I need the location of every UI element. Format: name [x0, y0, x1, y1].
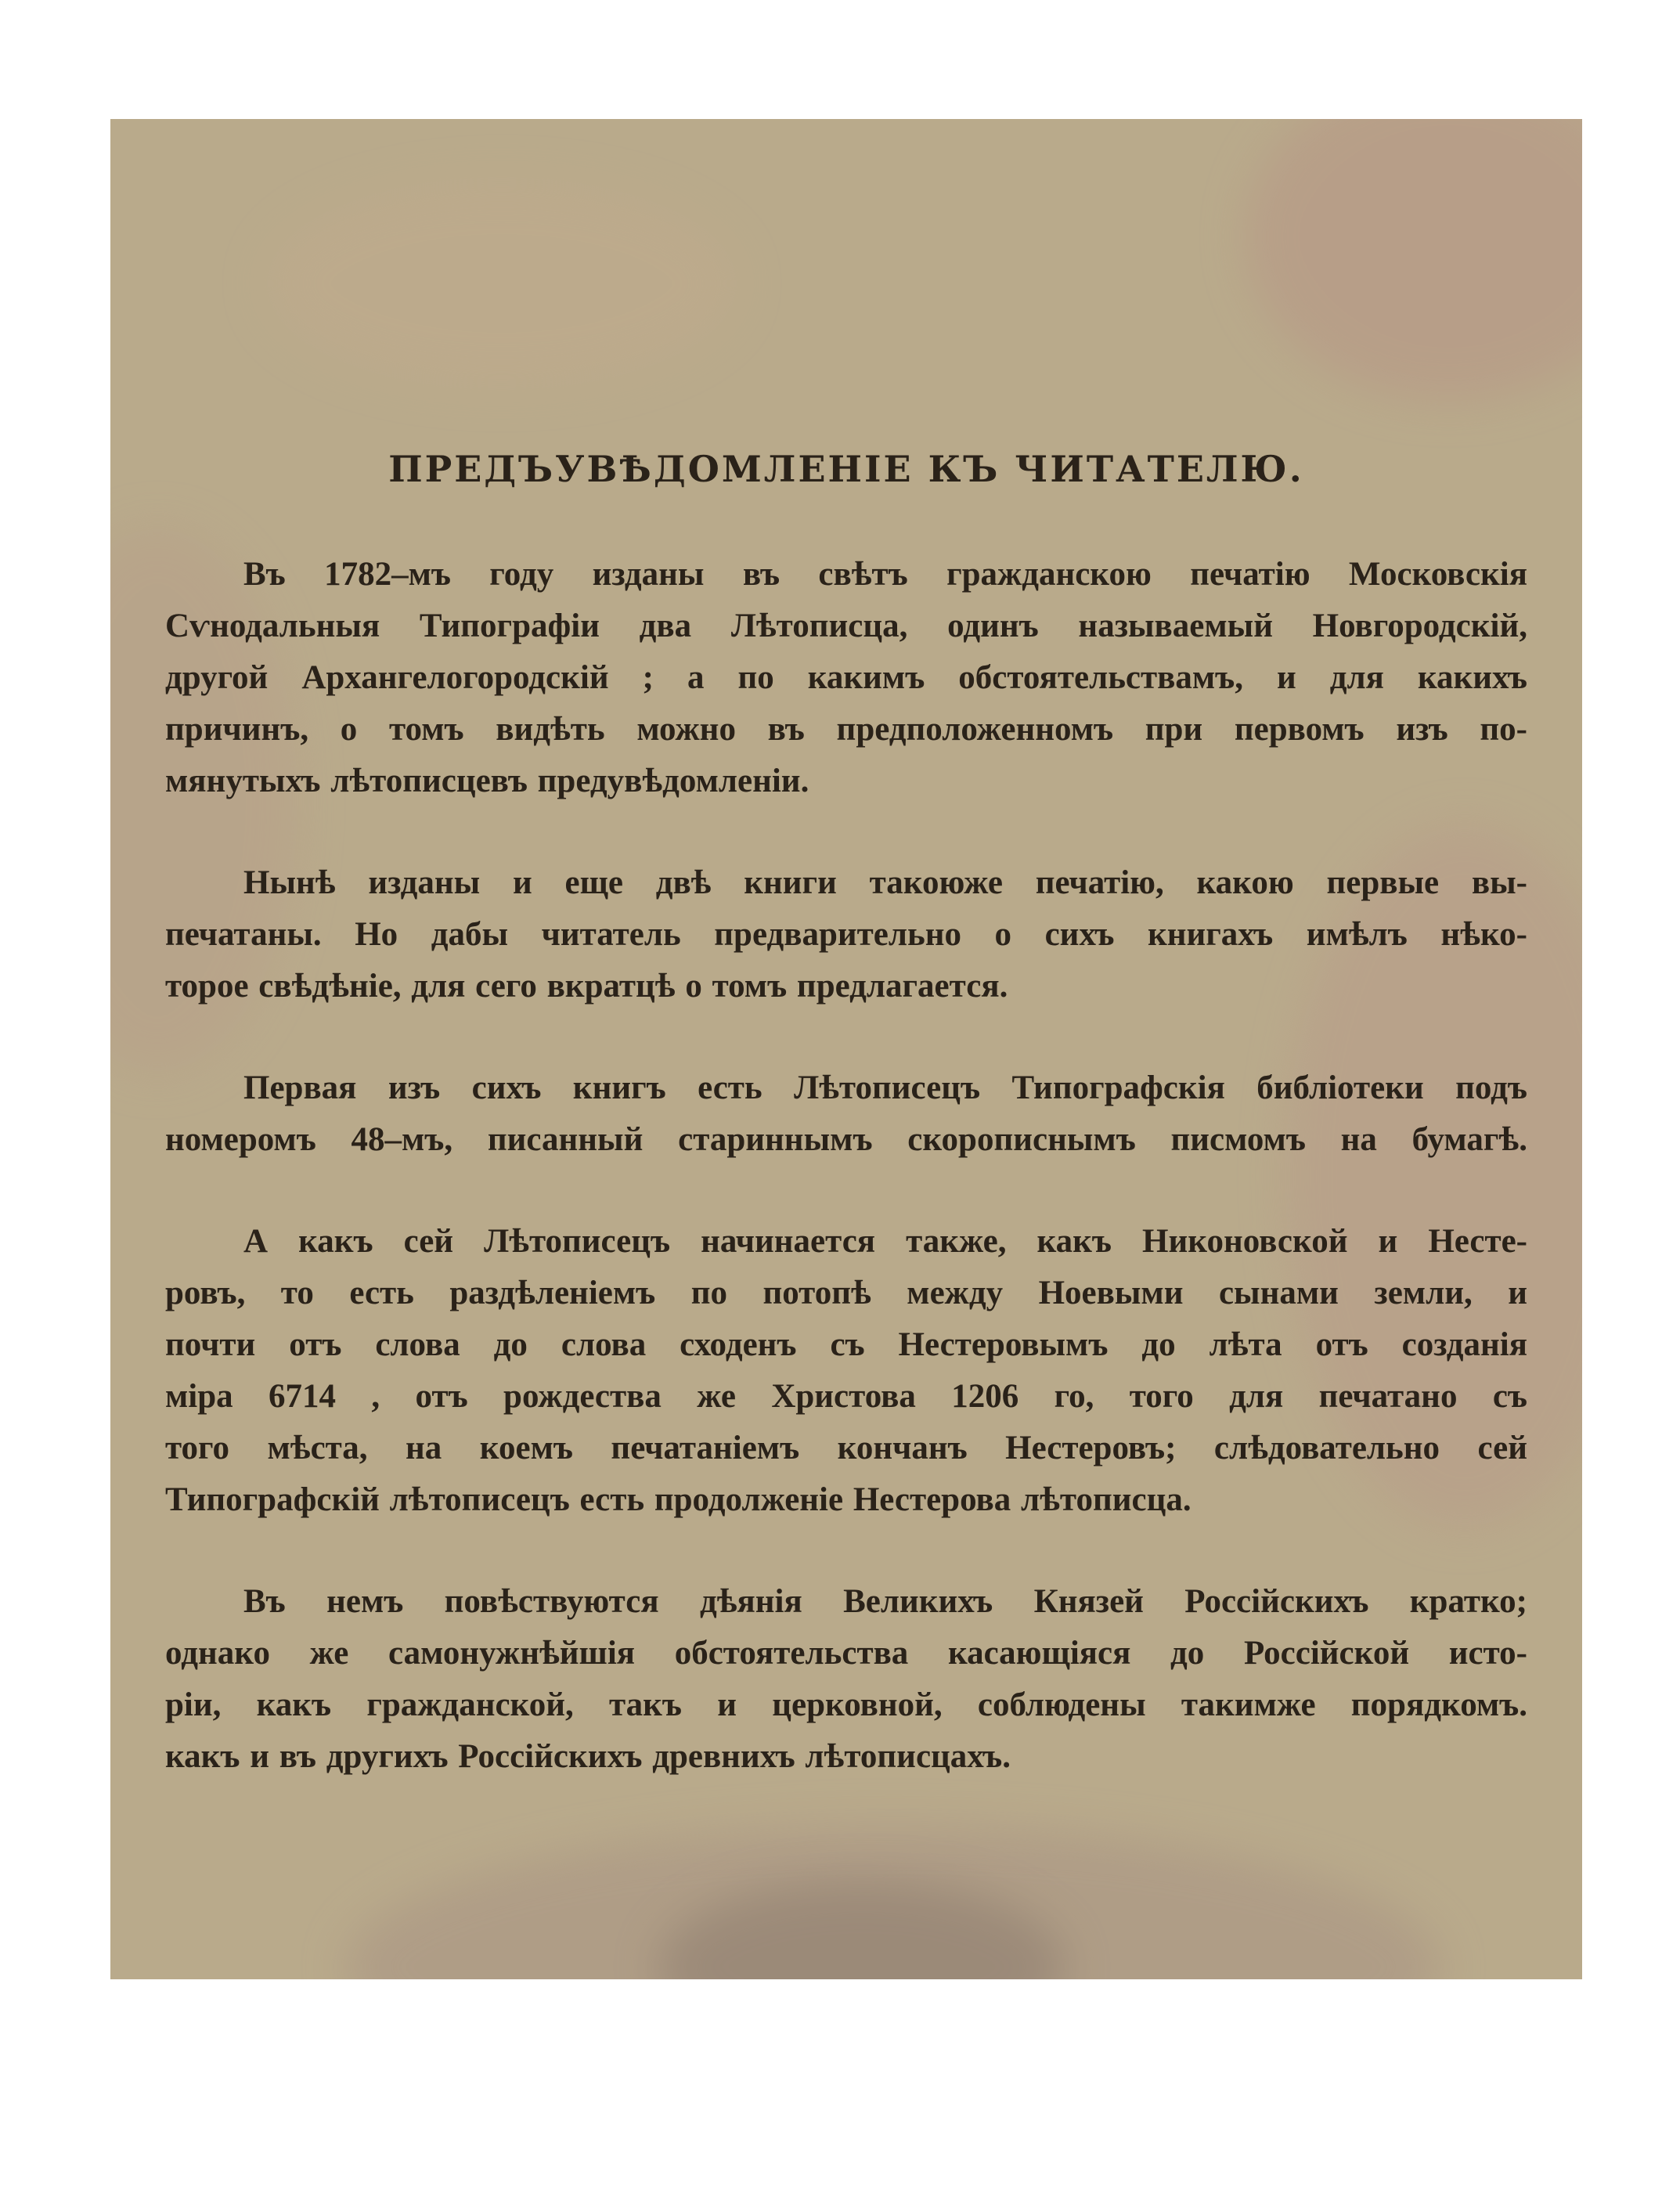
paragraph-5 — [165, 1576, 1527, 1783]
text-line: ровъ, то есть раздѣленіемъ по потопѣ между Ноевыми сынами земли, и — [165, 1275, 1527, 1312]
scanned-page — [110, 119, 1582, 1979]
page-content — [165, 448, 1527, 1833]
paragraph-3 — [165, 1062, 1527, 1166]
text-line: торое свѣдѣніе, для сего вкратцѣ о томъ предлагается. — [165, 968, 1008, 1005]
paper-stain — [1246, 119, 1582, 401]
text-line: Въ немъ повѣствуются дѣянія Великихъ Князей Россійскихъ кратко; — [243, 1583, 1527, 1621]
text-line: міра 6714 , отъ рождества же Христова 1206 го, того для печатано съ — [165, 1378, 1527, 1416]
text-line: печатаны. Но дабы читатель предварительно о сихъ книгахъ имѣлъ нѣко- — [165, 916, 1527, 954]
text-line: того мѣста, на коемъ печатаніемъ кончанъ Нестеровъ; слѣдовательно сей — [165, 1430, 1527, 1467]
text-line: номеромъ 48–мъ, писанный стариннымъ скорописнымъ писмомъ на бумагѣ. — [165, 1121, 1527, 1159]
text-line: какъ и въ другихъ Россійскихъ древнихъ лѣтописцахъ. — [165, 1738, 1011, 1776]
text-line: ріи, какъ гражданской, такъ и церковной, соблюдены такимже порядкомъ. — [165, 1686, 1527, 1724]
text-line: однако же самонужнѣйшія обстоятельства касающіяся до Россійской исто- — [165, 1635, 1527, 1672]
text-line: Нынѣ изданы и еще двѣ книги такоюже печатію, какою первые вы- — [243, 864, 1527, 902]
paper-stain — [267, 182, 737, 385]
page-title: ПРЕДЪУВѢДОМЛЕНІЕ КЪ ЧИТАТЕЛЮ. — [388, 448, 1304, 490]
paragraph-2 — [165, 857, 1527, 1012]
text-line: другой Архангелогородскій ; а по какимъ обстоятельствамъ, и для какихъ — [165, 659, 1527, 697]
text-line: Типографскій лѣтописецъ есть продолженіе Нестерова лѣтописца. — [165, 1481, 1192, 1519]
paragraph-1 — [165, 549, 1527, 807]
text-line: почти отъ слова до слова сходенъ съ Нестеровымъ до лѣта отъ созданія — [165, 1326, 1527, 1364]
paragraph-4 — [165, 1216, 1527, 1526]
text-line: Въ 1782–мъ году изданы въ свѣтъ гражданскою печатію Московскія — [243, 556, 1527, 593]
text-line: причинъ, о томъ видѣть можно въ предположенномъ при первомъ изъ по- — [165, 711, 1527, 749]
text-line: мянутыхъ лѣтописцевъ предувѣдомленіи. — [165, 763, 809, 800]
text-line: А какъ сей Лѣтописецъ начинается также, какъ Никоновской и Несте- — [243, 1223, 1527, 1261]
text-line: Первая изъ сихъ книгъ есть Лѣтописецъ Типографскія библіотеки подъ — [243, 1070, 1527, 1107]
text-line: Сѵнодальныя Типографіи два Лѣтописца, одинъ называемый Новгородскій, — [165, 608, 1527, 645]
